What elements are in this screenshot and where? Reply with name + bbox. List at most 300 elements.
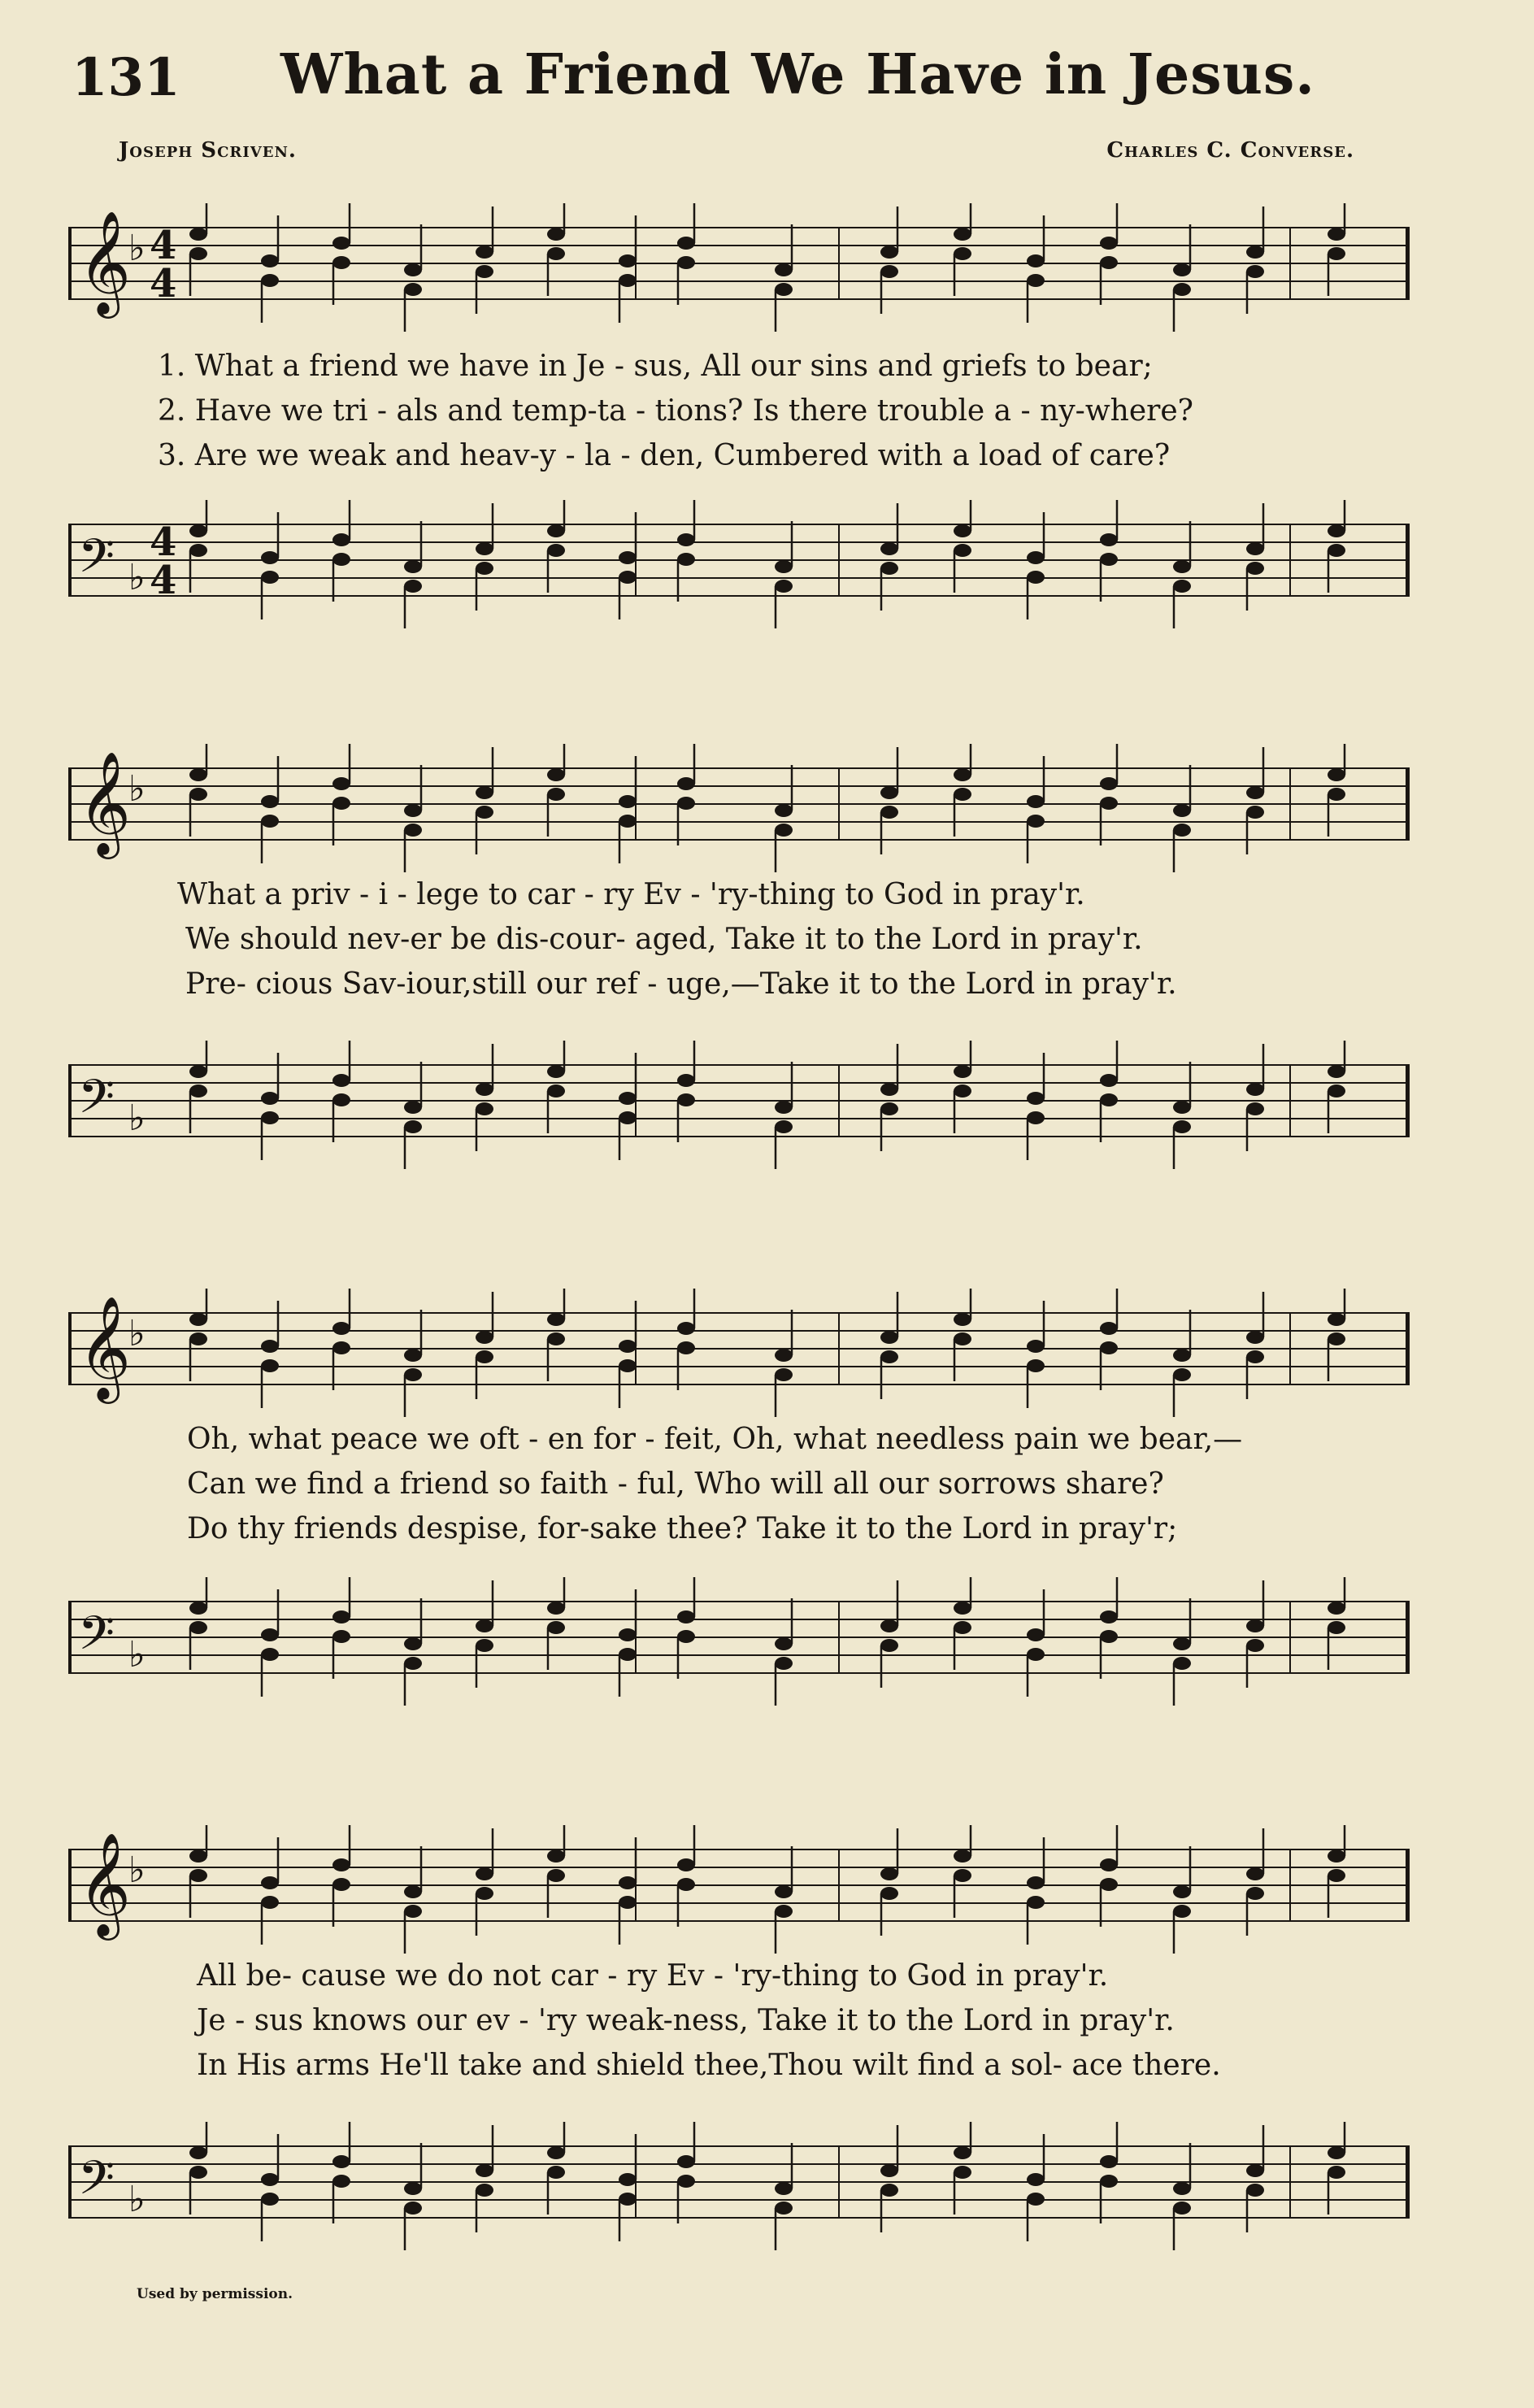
- note-head: [332, 1341, 350, 1354]
- note-head: [261, 1092, 279, 1105]
- note-head: [1328, 768, 1345, 781]
- note-head: [547, 1869, 565, 1882]
- note-head: [880, 2164, 898, 2177]
- treble-clef-icon: 𝄞: [78, 1295, 132, 1399]
- note-head: [1328, 2146, 1345, 2159]
- note-head: [1328, 524, 1345, 537]
- note-head: [775, 2202, 793, 2215]
- note-head: [404, 1120, 422, 1133]
- note-head: [261, 254, 279, 267]
- note-head: [261, 1896, 279, 1909]
- note-head: [404, 580, 422, 593]
- note-head: [189, 2146, 207, 2159]
- music-system-2: [68, 715, 1410, 1171]
- note-head: [189, 768, 207, 781]
- note-head: [189, 1849, 207, 1863]
- note-head: [1100, 1858, 1118, 1871]
- note-head: [404, 2202, 422, 2215]
- note-head: [1328, 1332, 1345, 1345]
- note-head: [189, 788, 207, 801]
- note-head: [476, 562, 493, 575]
- note-head: [332, 1074, 350, 1087]
- note-head: [677, 553, 695, 566]
- lyric-verse-1: Oh, what peace we oft - en for - feit, Oh, what needless pain we bear,—: [187, 1423, 1243, 1456]
- note-head: [476, 2184, 493, 2197]
- note-head: [880, 1083, 898, 1096]
- note-head: [677, 1341, 695, 1354]
- note-head: [677, 237, 695, 250]
- note-head: [775, 2182, 793, 2195]
- note-head: [1328, 228, 1345, 241]
- note-head: [404, 263, 422, 276]
- note-head: [404, 1368, 422, 1381]
- note-head: [954, 2166, 971, 2179]
- composer-credit: Charles C. Converse.: [1106, 138, 1354, 163]
- note-head: [880, 246, 898, 259]
- music-system-1: [68, 175, 1410, 630]
- note-head: [775, 1905, 793, 1918]
- note-head: [619, 795, 637, 808]
- note-head: [1246, 1867, 1264, 1880]
- note-head: [880, 1867, 898, 1880]
- flat-icon: ♭: [128, 1634, 146, 1676]
- note-head: [1100, 1093, 1118, 1106]
- note-head: [404, 1885, 422, 1898]
- note-head: [1246, 562, 1264, 575]
- treble-staff: [68, 1289, 1410, 1427]
- treble-staff: [68, 203, 1410, 341]
- note-head: [189, 1332, 207, 1345]
- note-head: [261, 571, 279, 584]
- flat-icon: ♭: [128, 228, 146, 269]
- bass-clef-icon: 𝄢: [78, 528, 115, 595]
- note-head: [1246, 1350, 1264, 1363]
- note-head: [1100, 1074, 1118, 1087]
- note-head: [476, 1639, 493, 1652]
- note-head: [954, 247, 971, 260]
- note-head: [1100, 1322, 1118, 1335]
- note-head: [404, 824, 422, 837]
- note-head: [261, 795, 279, 808]
- note-head: [547, 1849, 565, 1863]
- note-head: [1027, 551, 1045, 564]
- flat-icon: ♭: [128, 768, 146, 810]
- note-head: [189, 1084, 207, 1098]
- flat-icon: ♭: [128, 2179, 146, 2220]
- note-head: [619, 815, 637, 828]
- lyric-verse-3: Pre- cious Sav-iour,still our ref - uge,—Take it to the Lord in pray'r.: [185, 967, 1177, 1001]
- note-head: [619, 571, 637, 584]
- note-head: [619, 274, 637, 287]
- note-head: [1328, 2166, 1345, 2179]
- note-head: [332, 1610, 350, 1623]
- note-head: [476, 1619, 493, 1632]
- bass-clef-icon: 𝄢: [78, 1606, 115, 1672]
- time-signature-digit: 4: [150, 558, 177, 603]
- note-head: [954, 524, 971, 537]
- note-head: [547, 2166, 565, 2179]
- flat-icon: ♭: [128, 1098, 146, 1139]
- note-head: [619, 551, 637, 564]
- note-head: [1027, 274, 1045, 287]
- bass-clef-icon: 𝄢: [78, 1069, 115, 1136]
- note-head: [189, 1869, 207, 1882]
- note-head: [1027, 1876, 1045, 1889]
- treble-staff: [68, 744, 1410, 882]
- note-head: [332, 2155, 350, 2168]
- note-head: [1173, 2182, 1191, 2195]
- note-head: [1246, 1083, 1264, 1096]
- note-head: [547, 1602, 565, 1615]
- treble-clef-icon: 𝄞: [78, 1832, 132, 1936]
- note-head: [1246, 265, 1264, 278]
- note-head: [261, 1340, 279, 1353]
- note-head: [332, 1858, 350, 1871]
- note-head: [261, 2173, 279, 2186]
- note-head: [677, 256, 695, 269]
- note-head: [619, 1896, 637, 1909]
- lyric-verse-2: Je - sus knows our ev - 'ry weak-ness, Take it to the Lord in pray'r.: [197, 2004, 1175, 2037]
- lyric-verse-1: What a priv - i - lege to car - ry Ev - 'ry-thing to God in pray'r.: [177, 878, 1085, 911]
- note-head: [476, 1102, 493, 1115]
- note-head: [775, 804, 793, 817]
- note-head: [1027, 1628, 1045, 1641]
- lyric-verse-3: 3. Are we weak and heav-y - la - den, Cumbered with a load of care?: [158, 439, 1171, 472]
- note-head: [619, 1359, 637, 1372]
- note-head: [1328, 1602, 1345, 1615]
- note-head: [547, 1332, 565, 1345]
- note-head: [954, 1084, 971, 1098]
- lyric-verse-2: We should nev-er be dis-cour- aged, Take it to the Lord in pray'r.: [185, 923, 1143, 956]
- note-head: [189, 1621, 207, 1634]
- note-head: [1246, 1639, 1264, 1652]
- note-head: [1328, 1621, 1345, 1634]
- lyric-verse-3: Do thy friends despise, for-sake thee? Take it to the Lord in pray'r;: [187, 1512, 1178, 1545]
- note-head: [1173, 824, 1191, 837]
- note-head: [476, 1331, 493, 1344]
- note-head: [880, 2184, 898, 2197]
- note-head: [1100, 2175, 1118, 2188]
- note-head: [775, 1637, 793, 1650]
- note-head: [775, 263, 793, 276]
- note-head: [476, 786, 493, 799]
- note-head: [1328, 247, 1345, 260]
- note-head: [1246, 1887, 1264, 1900]
- note-head: [1173, 283, 1191, 296]
- note-head: [775, 824, 793, 837]
- note-head: [332, 1093, 350, 1106]
- note-head: [1173, 1349, 1191, 1362]
- note-head: [880, 1639, 898, 1652]
- music-system-4: [68, 1797, 1410, 2252]
- note-head: [619, 2173, 637, 2186]
- note-head: [1100, 1878, 1118, 1891]
- note-head: [775, 1101, 793, 1114]
- note-head: [775, 580, 793, 593]
- note-head: [677, 1322, 695, 1335]
- note-head: [261, 2193, 279, 2206]
- note-head: [954, 1621, 971, 1634]
- note-head: [547, 768, 565, 781]
- note-head: [547, 2146, 565, 2159]
- note-head: [954, 544, 971, 557]
- note-head: [1027, 571, 1045, 584]
- note-head: [404, 1637, 422, 1650]
- note-head: [1328, 1849, 1345, 1863]
- note-head: [775, 1368, 793, 1381]
- note-head: [1100, 797, 1118, 810]
- time-signature-digit: 4: [150, 261, 177, 306]
- note-head: [476, 1867, 493, 1880]
- note-head: [880, 1619, 898, 1632]
- note-head: [1328, 788, 1345, 801]
- bass-staff: [68, 2122, 1410, 2260]
- note-head: [1328, 1084, 1345, 1098]
- note-head: [476, 2164, 493, 2177]
- note-head: [775, 1120, 793, 1133]
- note-head: [954, 1849, 971, 1863]
- note-head: [1100, 533, 1118, 546]
- note-head: [547, 524, 565, 537]
- note-head: [775, 560, 793, 573]
- note-head: [619, 1340, 637, 1353]
- note-head: [954, 1313, 971, 1326]
- treble-clef-icon: 𝄞: [78, 210, 132, 314]
- note-head: [1246, 2164, 1264, 2177]
- note-head: [404, 1905, 422, 1918]
- note-head: [954, 1602, 971, 1615]
- note-head: [1246, 1619, 1264, 1632]
- note-head: [189, 2166, 207, 2179]
- note-head: [1246, 806, 1264, 819]
- note-head: [880, 1331, 898, 1344]
- lyric-verse-3: In His arms He'll take and shield thee,Thou wilt find a sol- ace there.: [197, 2049, 1221, 2082]
- lyric-verse-2: 2. Have we tri - als and temp-ta - tions? Is there trouble a - ny-where?: [158, 394, 1193, 428]
- note-head: [1027, 1359, 1045, 1372]
- note-head: [1100, 256, 1118, 269]
- note-head: [404, 804, 422, 817]
- note-head: [880, 1350, 898, 1363]
- note-head: [1173, 1101, 1191, 1114]
- note-head: [1100, 1630, 1118, 1643]
- note-head: [1027, 254, 1045, 267]
- note-head: [1246, 246, 1264, 259]
- note-head: [476, 806, 493, 819]
- flat-icon: ♭: [128, 557, 146, 598]
- note-head: [404, 1657, 422, 1670]
- bass-staff: [68, 500, 1410, 638]
- note-head: [404, 2182, 422, 2195]
- lyric-verse-2: Can we find a friend so faith - ful, Who will all our sorrows share?: [187, 1467, 1164, 1501]
- note-head: [1100, 1610, 1118, 1623]
- note-head: [261, 274, 279, 287]
- note-head: [332, 237, 350, 250]
- note-head: [189, 1065, 207, 1078]
- note-head: [880, 786, 898, 799]
- note-head: [1173, 1120, 1191, 1133]
- note-head: [1173, 1885, 1191, 1898]
- note-head: [1027, 2173, 1045, 2186]
- bass-clef-icon: 𝄢: [78, 2150, 115, 2217]
- treble-clef-icon: 𝄞: [78, 750, 132, 854]
- note-head: [1328, 1313, 1345, 1326]
- note-head: [332, 256, 350, 269]
- note-head: [476, 542, 493, 555]
- note-head: [677, 1878, 695, 1891]
- note-head: [677, 1610, 695, 1623]
- note-head: [332, 2175, 350, 2188]
- music-system-3: [68, 1260, 1410, 1715]
- note-head: [954, 1065, 971, 1078]
- note-head: [1027, 1111, 1045, 1124]
- note-head: [404, 283, 422, 296]
- note-head: [954, 1332, 971, 1345]
- note-head: [619, 1876, 637, 1889]
- note-head: [1027, 795, 1045, 808]
- note-head: [1173, 2202, 1191, 2215]
- flat-icon: ♭: [128, 1849, 146, 1891]
- note-head: [547, 544, 565, 557]
- note-head: [1027, 1340, 1045, 1353]
- note-head: [677, 1093, 695, 1106]
- note-head: [619, 254, 637, 267]
- note-head: [189, 1313, 207, 1326]
- lyric-verse-1: All be- cause we do not car - ry Ev - 'ry-thing to God in pray'r.: [197, 1959, 1109, 1993]
- note-head: [1173, 560, 1191, 573]
- note-head: [619, 2193, 637, 2206]
- note-head: [1100, 553, 1118, 566]
- note-head: [954, 768, 971, 781]
- note-head: [1173, 580, 1191, 593]
- note-head: [476, 1083, 493, 1096]
- note-head: [1173, 804, 1191, 817]
- note-head: [775, 283, 793, 296]
- note-head: [954, 228, 971, 241]
- time-signature-digit: 4: [150, 519, 177, 565]
- page-number: 131: [72, 47, 180, 108]
- treble-staff: [68, 1825, 1410, 1963]
- note-head: [619, 1111, 637, 1124]
- note-head: [1173, 263, 1191, 276]
- note-head: [261, 1111, 279, 1124]
- note-head: [547, 247, 565, 260]
- bass-staff: [68, 1577, 1410, 1715]
- note-head: [880, 1887, 898, 1900]
- note-head: [1328, 1065, 1345, 1078]
- note-head: [332, 797, 350, 810]
- hymn-title: What a Friend We Have in Jesus.: [280, 42, 1315, 107]
- note-head: [880, 562, 898, 575]
- note-head: [476, 265, 493, 278]
- note-head: [1246, 2184, 1264, 2197]
- note-head: [1328, 1869, 1345, 1882]
- note-head: [332, 1322, 350, 1335]
- note-head: [404, 560, 422, 573]
- note-head: [775, 1657, 793, 1670]
- note-head: [189, 1602, 207, 1615]
- note-head: [954, 788, 971, 801]
- note-head: [1173, 1905, 1191, 1918]
- note-head: [261, 1876, 279, 1889]
- note-head: [476, 1350, 493, 1363]
- note-head: [1100, 2155, 1118, 2168]
- note-head: [261, 1628, 279, 1641]
- note-head: [189, 247, 207, 260]
- note-head: [404, 1101, 422, 1114]
- note-head: [677, 533, 695, 546]
- note-head: [189, 524, 207, 537]
- note-head: [1027, 1896, 1045, 1909]
- note-head: [332, 553, 350, 566]
- note-head: [189, 544, 207, 557]
- note-head: [677, 1630, 695, 1643]
- note-head: [332, 533, 350, 546]
- note-head: [1100, 1341, 1118, 1354]
- note-head: [619, 1092, 637, 1105]
- note-head: [1027, 1648, 1045, 1661]
- note-head: [547, 228, 565, 241]
- note-head: [547, 1621, 565, 1634]
- flat-icon: ♭: [128, 1313, 146, 1354]
- note-head: [880, 265, 898, 278]
- note-head: [332, 1878, 350, 1891]
- note-head: [677, 2155, 695, 2168]
- note-head: [1173, 1637, 1191, 1650]
- note-head: [547, 788, 565, 801]
- note-head: [1246, 786, 1264, 799]
- note-head: [619, 1628, 637, 1641]
- note-head: [404, 1349, 422, 1362]
- note-head: [261, 551, 279, 564]
- note-head: [880, 1102, 898, 1115]
- note-head: [1100, 237, 1118, 250]
- note-head: [332, 1630, 350, 1643]
- note-head: [261, 1359, 279, 1372]
- note-head: [261, 1648, 279, 1661]
- note-head: [880, 806, 898, 819]
- note-head: [677, 797, 695, 810]
- note-head: [775, 1885, 793, 1898]
- note-head: [880, 542, 898, 555]
- permission-note: Used by permission.: [137, 2286, 293, 2302]
- note-head: [1027, 2193, 1045, 2206]
- note-head: [547, 1065, 565, 1078]
- note-head: [547, 1084, 565, 1098]
- note-head: [775, 1349, 793, 1362]
- note-head: [1246, 1331, 1264, 1344]
- note-head: [1328, 544, 1345, 557]
- note-head: [1027, 815, 1045, 828]
- note-head: [677, 777, 695, 790]
- note-head: [954, 1869, 971, 1882]
- note-head: [332, 777, 350, 790]
- note-head: [1100, 777, 1118, 790]
- note-head: [677, 1074, 695, 1087]
- lyric-verse-1: 1. What a friend we have in Je - sus, All our sins and griefs to bear;: [158, 350, 1153, 383]
- note-head: [677, 1858, 695, 1871]
- note-head: [1246, 1102, 1264, 1115]
- note-head: [1173, 1657, 1191, 1670]
- note-head: [1173, 1368, 1191, 1381]
- bass-staff: [68, 1041, 1410, 1179]
- note-head: [476, 246, 493, 259]
- note-head: [954, 2146, 971, 2159]
- note-head: [1027, 1092, 1045, 1105]
- note-head: [476, 1887, 493, 1900]
- lyricist-credit: Joseph Scriven.: [119, 138, 297, 163]
- note-head: [619, 1648, 637, 1661]
- time-signature-digit: 4: [150, 223, 177, 268]
